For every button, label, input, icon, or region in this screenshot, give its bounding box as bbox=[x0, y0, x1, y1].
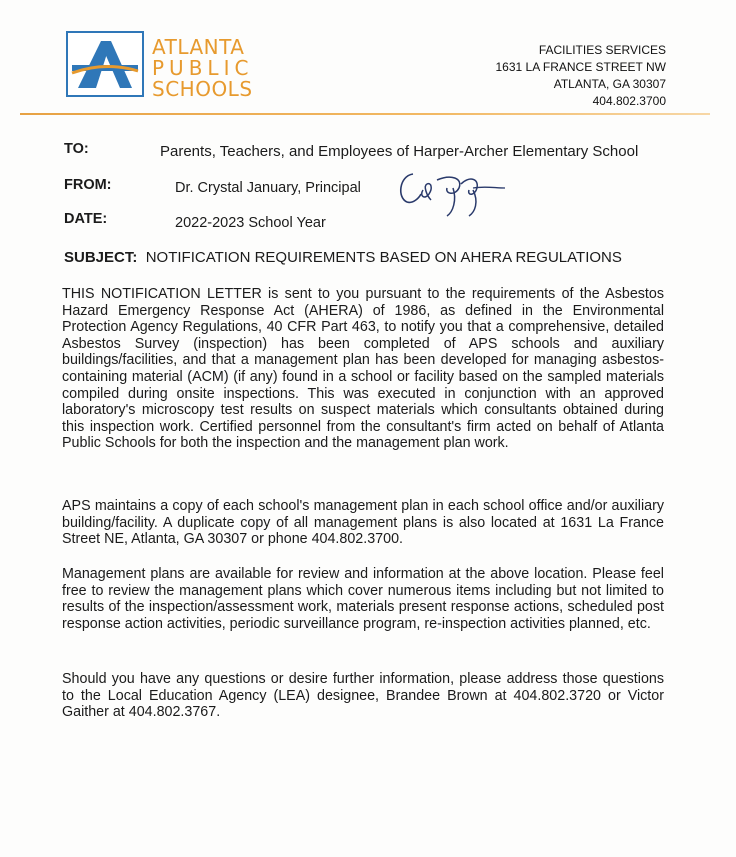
date-value: 2022-2023 School Year bbox=[175, 215, 326, 231]
paragraph-4: Should you have any questions or desire further information, please address those questions to the Local Education Agency (LEA) designee, Brandee Brown at 404.802.3720 or Victor Gaither at 404.802.3767. bbox=[62, 671, 664, 721]
org-phone: 404.802.3700 bbox=[592, 94, 666, 108]
subject-line bbox=[64, 249, 622, 266]
subject-value: NOTIFICATION REQUIREMENTS BASED ON AHERA REGULATIONS bbox=[145, 249, 622, 266]
logo-line-2: PUBLIC bbox=[152, 56, 254, 80]
letterhead-address bbox=[496, 42, 667, 110]
paragraph-2: APS maintains a copy of each school's management plan in each school office and/or auxiliary building/facility. A duplicate copy of all management plans is also located at 1631 La France Street NE, Atlanta, GA 30307 or phone 404.802.3700. bbox=[62, 498, 664, 548]
letterhead-divider bbox=[20, 113, 710, 115]
aps-logo-mark bbox=[66, 31, 144, 97]
to-label: TO: bbox=[64, 141, 89, 157]
org-department: FACILITIES SERVICES bbox=[538, 43, 666, 57]
logo-line-1: ATLANTA bbox=[152, 35, 245, 59]
from-label: FROM: bbox=[64, 177, 112, 193]
date-label: DATE: bbox=[64, 211, 108, 227]
paragraph-3: Management plans are available for review and information at the above location. Please feel free to review the management plans which cover numerous items including but not limited to results of the inspection/assessment work, materials present response actions, scheduled post response action activities, periodic surveillance program, re-inspection activities planned, etc. bbox=[62, 566, 664, 632]
paragraph-1: THIS NOTIFICATION LETTER is sent to you pursuant to the requirements of the Asbestos Hazard Emergency Response Act (AHERA) of 1986, as defined in the Environmental Protection Agency Regulations, 40 CFR Part 463, to notify you that a comprehensive, detailed Asbestos Survey (inspection) has been completed of APS schools and auxiliary buildings/facilities, and that a management plan has been developed for managing asbestos-containing material (ACM) (if any) found in a school or facility based on the sampled materials compiled during onsite inspections. This was executed in conjunction with an approved laboratory's microscopy test results on suspect materials which consultants obtained during this inspection work. Certified personnel from the consultant's firm acted on behalf of Atlanta Public Schools for both the inspection and the management plan work. bbox=[62, 286, 664, 452]
org-street: 1631 LA FRANCE STREET NW bbox=[495, 60, 666, 74]
org-city: ATLANTA, GA 30307 bbox=[553, 77, 666, 91]
logo-line-3: SCHOOLS bbox=[152, 77, 253, 101]
to-value: Parents, Teachers, and Employees of Harper-Archer Elementary School bbox=[160, 143, 639, 160]
aps-a-icon bbox=[68, 33, 142, 95]
principal-signature bbox=[393, 166, 508, 218]
from-value: Dr. Crystal January, Principal bbox=[175, 180, 361, 196]
aps-logo-wordmark bbox=[152, 37, 253, 100]
subject-label: SUBJECT: bbox=[64, 249, 138, 266]
